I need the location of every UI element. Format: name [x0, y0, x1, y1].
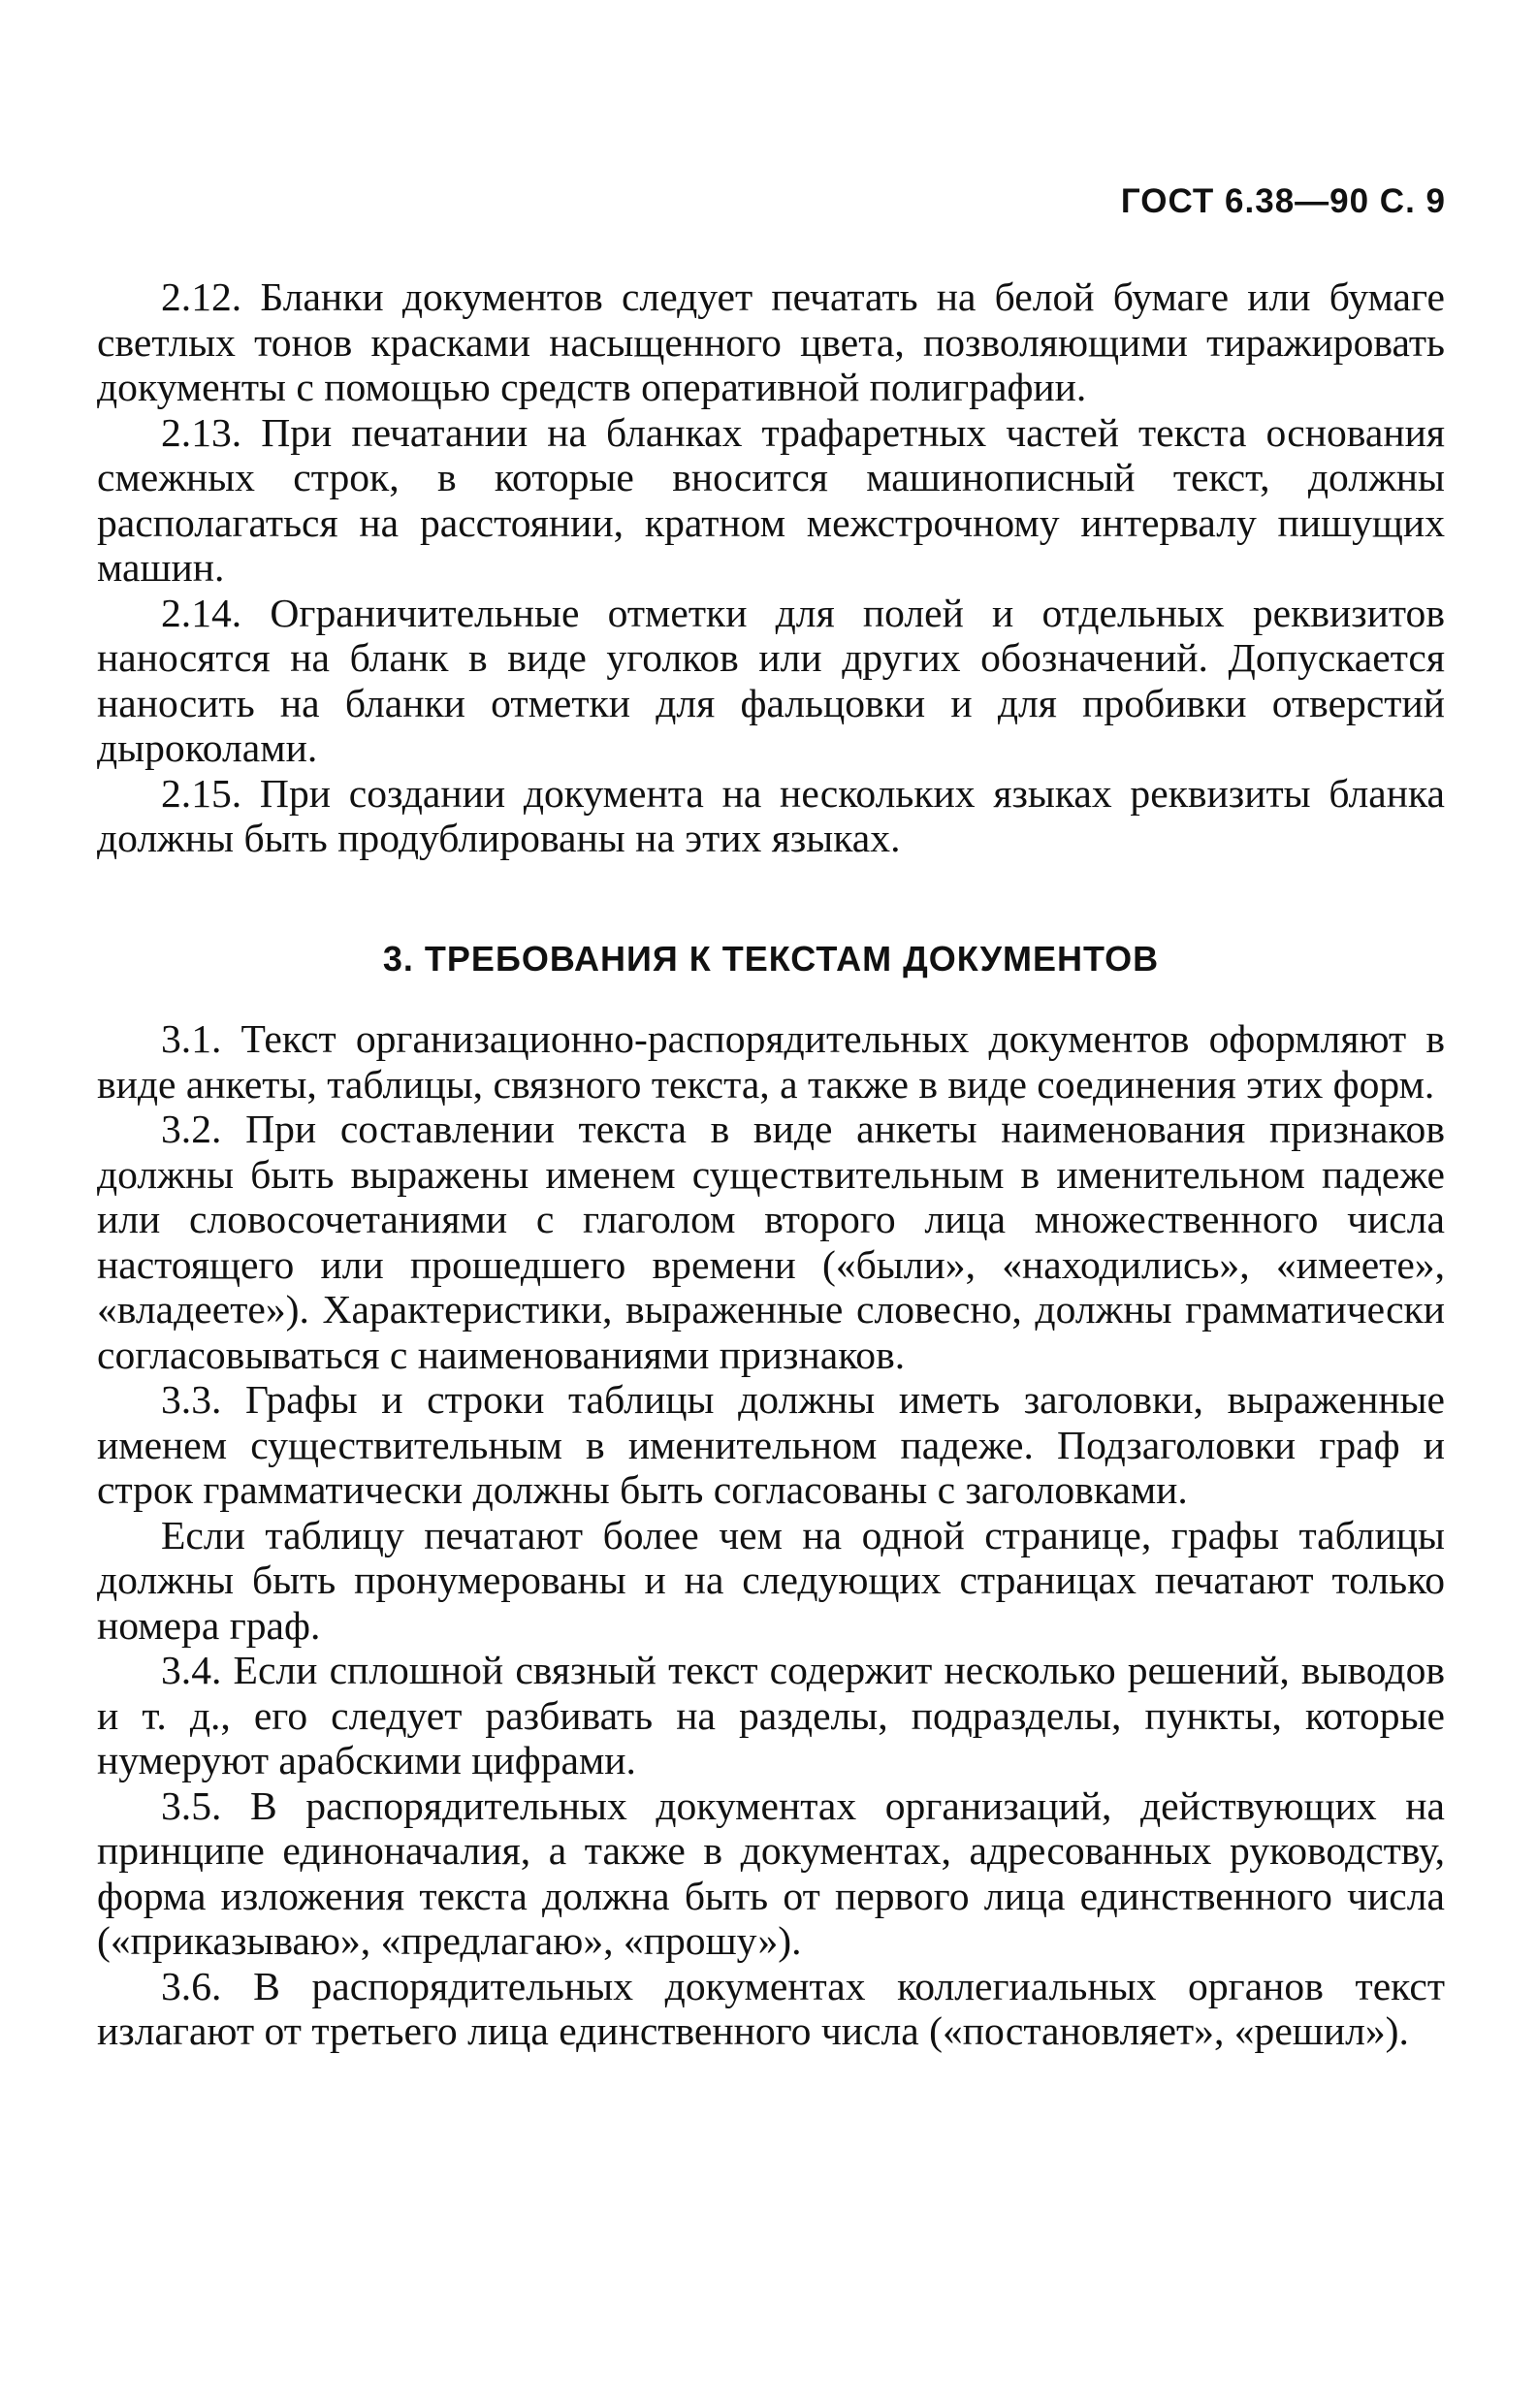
paragraph-2-12: 2.12. Бланки документов следует печатать на белой бумаге или бумаге светлых тонов красками насыщенного цвета, позволяющими тиражировать документы с помощью средств оперативной полиграфии. — [97, 274, 1445, 409]
paragraph-3-4: 3.4. Если сплошной связный текст содержит несколько решений, выводов и т. д., его следует разбивать на разделы, подразделы, пункты, которые нумеруют арабскими цифрами. — [97, 1648, 1445, 1782]
paragraph-2-14: 2.14. Ограничительные отметки для полей и отдельных реквизитов наносятся на бланк в виде уголков или других обозначений. Допускается наносить на бланки отметки для фальцовки и для пробивки отверстий дыроколами. — [97, 590, 1445, 770]
paragraph-3-3: 3.3. Графы и строки таблицы должны иметь заголовки, выраженные именем существительным в именительном падеже. Подзаголовки граф и строк грамматически должны быть согласованы с заголовками. — [97, 1377, 1445, 1512]
section-2-continuation — [97, 274, 1445, 861]
paragraph-2-15: 2.15. При создании документа на нескольких языках реквизиты бланка должны быть продублированы на этих языках. — [97, 770, 1445, 860]
section-3-body — [97, 1016, 1445, 2054]
page-header: ГОСТ 6.38—90 С. 9 — [1120, 182, 1446, 220]
paragraph-3-6: 3.6. В распорядительных документах коллегиальных органов текст излагают от третьего лица единственного числа («постановляет», «решил»). — [97, 1963, 1445, 2053]
paragraph-3-5: 3.5. В распорядительных документах организаций, действующих на принципе единоначалия, а также в документах, адресованных руководству, форма изложения текста должна быть от первого лица единственного числа («приказываю», «предлагаю», «прошу»). — [97, 1782, 1445, 1963]
paragraph-2-13: 2.13. При печатании на бланках трафаретных частей текста основания смежных строк, в которые вносится машинописный текст, должны располагаться на расстоянии, кратном межстрочному интервалу пишущих машин. — [97, 409, 1445, 590]
paragraph-3-2: 3.2. При составлении текста в виде анкеты наименования признаков должны быть выражены именем существительным в именительном падеже или словосочетаниями с глаголом второго лица множественного числа настоящего или прошедшего времени («были», «находились», «имеете», «владеете»). Характеристики, выраженные словесно, должны грамматически согласовываться с наименованиями признаков. — [97, 1107, 1445, 1377]
paragraph-3-3-continued: Если таблицу печатают более чем на одной странице, графы таблицы должны быть пронумерованы и на следующих страницах печатают только номера граф. — [97, 1512, 1445, 1648]
paragraph-3-1: 3.1. Текст организационно-распорядительных документов оформляют в виде анкеты, таблицы, связного текста, а также в виде соединения этих форм. — [97, 1016, 1445, 1107]
section-3-title: 3. ТРЕБОВАНИЯ К ТЕКСТАМ ДОКУМЕНТОВ — [382, 939, 1160, 979]
